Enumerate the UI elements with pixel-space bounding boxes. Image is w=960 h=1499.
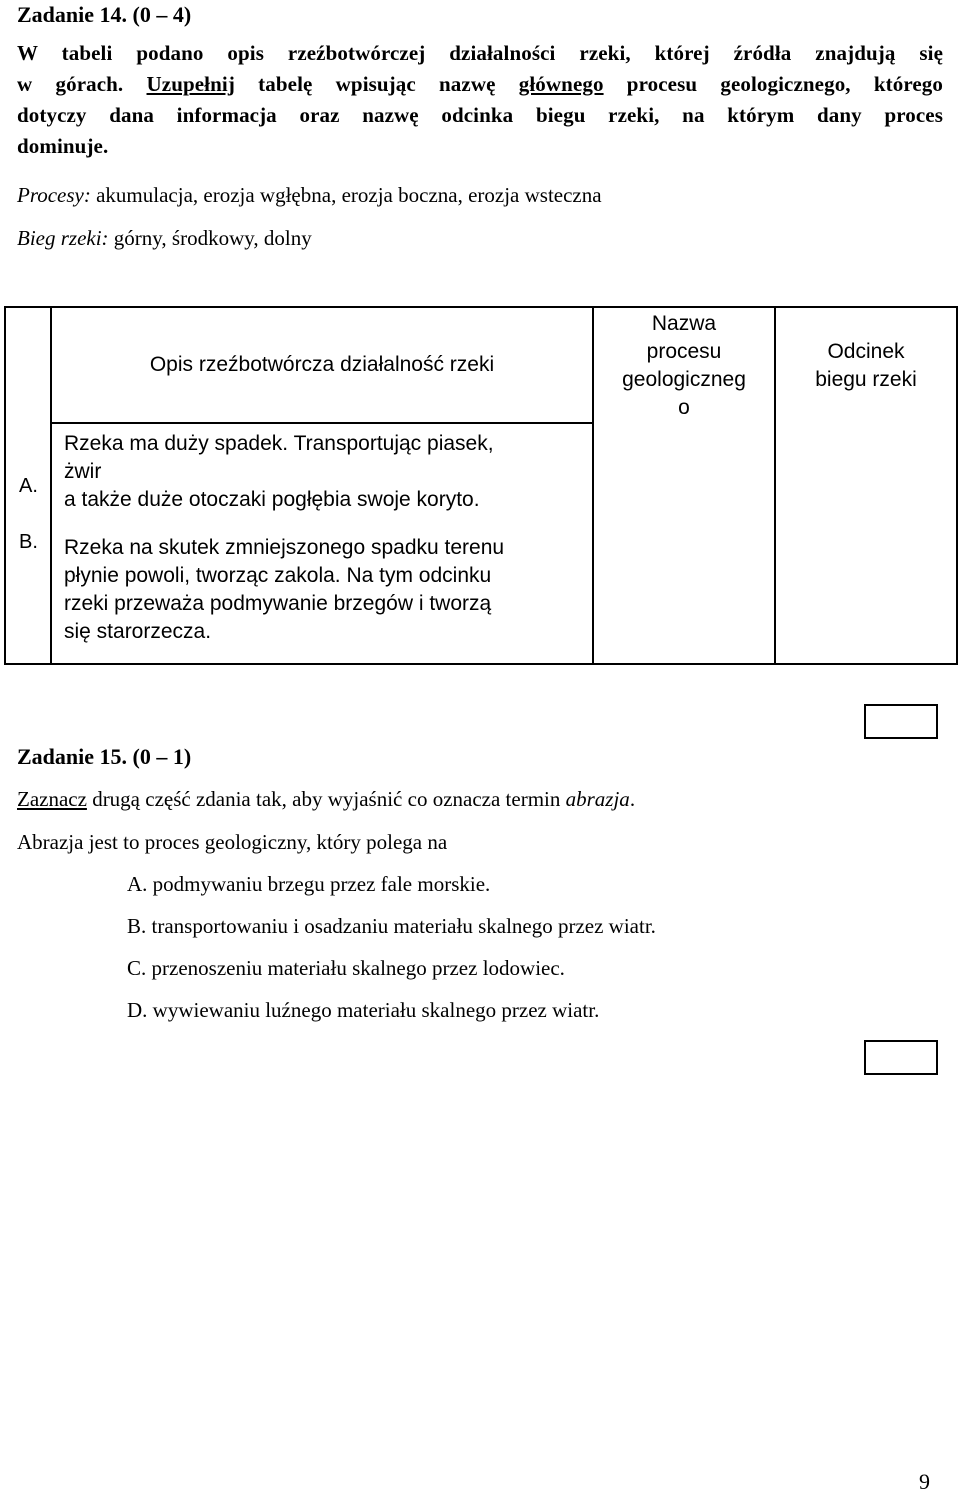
header-process-line: procesu xyxy=(646,340,722,363)
header-section-line: biegu rzeki xyxy=(815,368,917,391)
header-process xyxy=(594,310,774,422)
description-line: Rzeka ma duży spadek. Transportując piasek, xyxy=(64,432,494,455)
task15-stem: Abrazja jest to proces geologiczny, który polega na xyxy=(17,830,448,854)
instruction-text: . xyxy=(629,787,636,811)
instruction-term: abrazja xyxy=(565,787,630,811)
processes-list: akumulacja, erozja wgłębna, erozja boczna, erozja wsteczna xyxy=(90,183,602,207)
intro-text: tabelę wpisując nazwę xyxy=(234,72,519,96)
page-number: 9 xyxy=(919,1469,930,1494)
header-section-cell xyxy=(775,307,957,664)
header-process-line: o xyxy=(678,396,690,419)
task15-title: Zadanie 15. (0 – 1) xyxy=(17,744,192,769)
option-a[interactable]: A. podmywaniu brzegu przez fale morskie. xyxy=(127,872,491,896)
header-description: Opis rzeźbotwórcza działalność rzeki xyxy=(51,307,593,423)
course-line xyxy=(17,223,312,253)
task14-intro-line4: dominuje. xyxy=(17,134,109,158)
intro-text: w górach. xyxy=(17,72,147,96)
description-a xyxy=(64,424,592,514)
description-line: a także duże otoczaki pogłębia swoje koryto. xyxy=(64,488,480,511)
instruction-text: drugą część zdania tak, aby wyjaśnić co oznacza termin xyxy=(86,787,566,811)
task15-instruction xyxy=(17,784,635,814)
description-line: Rzeka na skutek zmniejszonego spadku terenu xyxy=(64,536,505,559)
course-list: górny, środkowy, dolny xyxy=(108,226,312,250)
intro-underlined-fill: Uzupełnij xyxy=(146,72,235,96)
course-label: Bieg rzeki: xyxy=(17,226,109,250)
header-section-line: Odcinek xyxy=(827,340,905,363)
letter-column xyxy=(5,307,51,664)
processes-label: Procesy: xyxy=(17,183,91,207)
intro-text: procesu geologicznego, którego xyxy=(603,72,944,96)
task14-instructions xyxy=(17,38,943,162)
processes-line xyxy=(17,180,602,210)
option-b[interactable]: B. transportowaniu i osadzaniu materiału skalnego przez wiatr. xyxy=(127,914,656,938)
header-process-line: geologiczneg xyxy=(622,368,746,391)
intro-underlined-main: głównego xyxy=(518,72,604,96)
header-process-line: Nazwa xyxy=(651,312,717,335)
task14-title: Zadanie 14. (0 – 4) xyxy=(17,2,192,27)
row-letter-b: B. xyxy=(19,531,38,553)
option-c[interactable]: C. przenoszeniu materiału skalnego przez lodowiec. xyxy=(127,956,565,980)
description-line: płynie powoli, tworząc zakola. Na tym odcinku xyxy=(64,564,492,587)
description-line: rzeki przeważa podmywanie brzegów i tworzą xyxy=(64,592,492,615)
header-process-cell xyxy=(593,307,775,664)
score-box-task16[interactable] xyxy=(864,1040,938,1075)
instruction-verb: Zaznacz xyxy=(17,787,87,811)
task14-table xyxy=(4,306,958,665)
score-box-task15[interactable] xyxy=(864,704,938,739)
description-b xyxy=(64,514,592,646)
task14-intro-line3: dotyczy dana informacja oraz nazwę odcinka biegu rzeki, na którym dany proces xyxy=(17,103,943,127)
task14-intro-line2 xyxy=(17,69,943,100)
description-line: się starorzecza. xyxy=(64,620,212,643)
option-d[interactable]: D. wywiewaniu luźnego materiału skalnego przez wiatr. xyxy=(127,998,600,1022)
description-line: żwir xyxy=(64,460,102,483)
row-letter-a: A. xyxy=(19,475,38,497)
task14-intro-line1: W tabeli podano opis rzeźbotwórczej działalności rzeki, której źródła znajdują się xyxy=(17,41,943,65)
description-cell xyxy=(51,423,593,664)
